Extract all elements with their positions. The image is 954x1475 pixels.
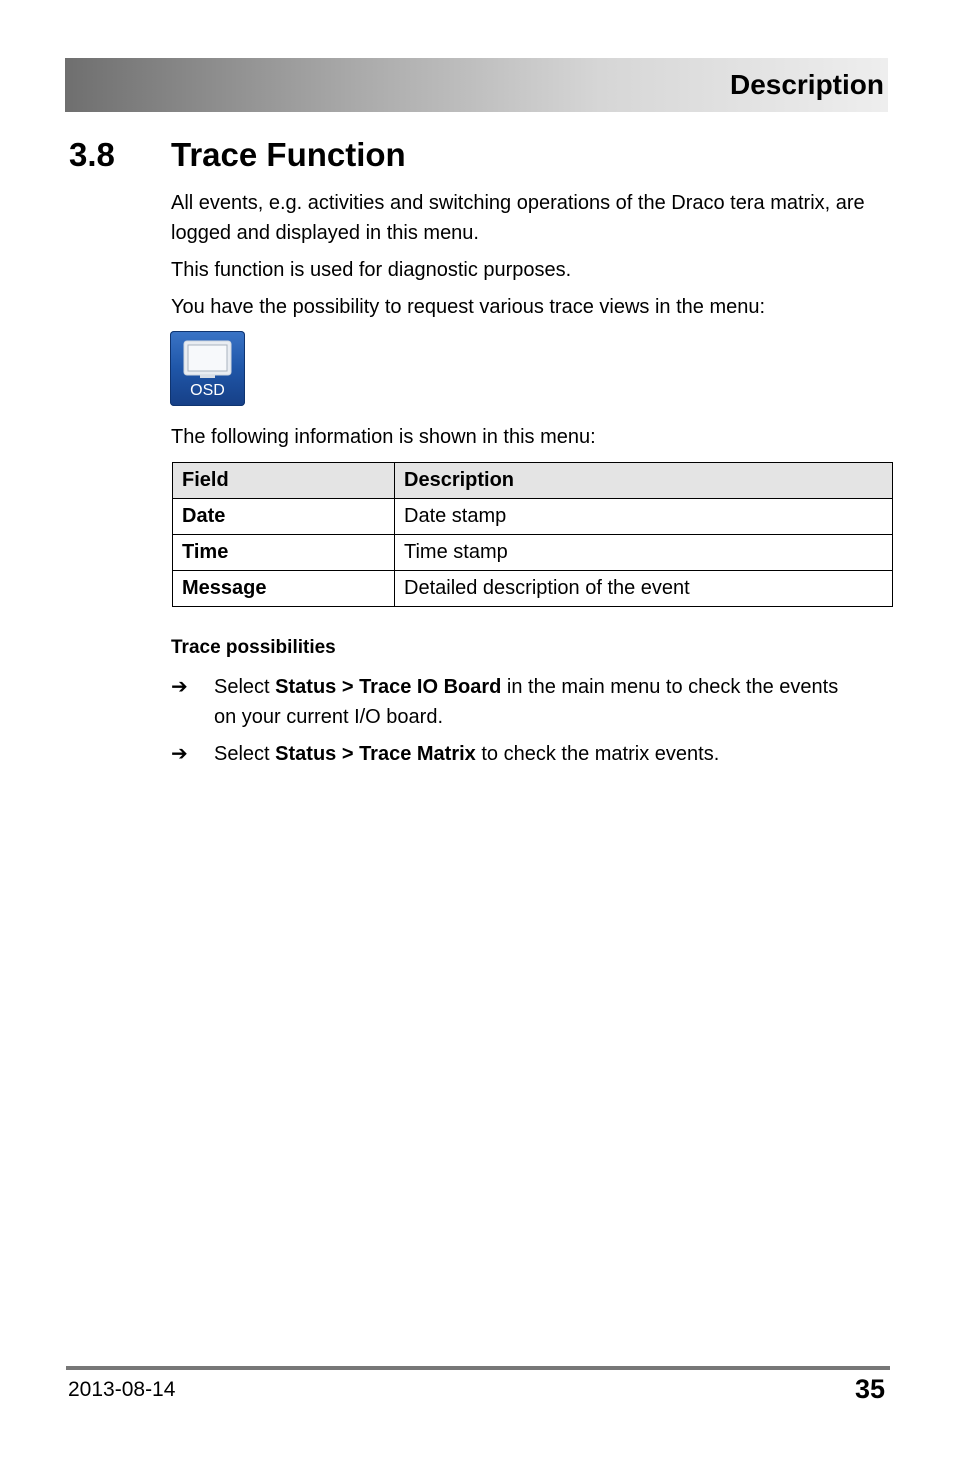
footer-divider — [66, 1366, 890, 1370]
table-row — [173, 571, 893, 607]
osd-icon — [170, 331, 245, 406]
header-band — [65, 58, 888, 112]
table-cell-field: Date — [173, 499, 395, 535]
table-header-row — [173, 463, 893, 499]
table-cell-description: Detailed description of the event — [395, 571, 893, 607]
table-cell-description: Time stamp — [395, 535, 893, 571]
menu-path: Status > Trace Matrix — [275, 743, 476, 765]
header-title: Description — [729, 69, 884, 100]
section-number: 3.8 — [69, 136, 115, 173]
arrow-bullet-icon: ➔ — [171, 743, 188, 765]
table-header-field: Field — [173, 463, 395, 499]
table-row — [173, 535, 893, 571]
table-cell-field: Time — [173, 535, 395, 571]
footer-date: 2013-08-14 — [68, 1378, 176, 1401]
monitor-icon — [183, 340, 232, 380]
table-header-description: Description — [395, 463, 893, 499]
intro-paragraph-2: This function is used for diagnostic purposes. — [171, 259, 572, 281]
table-cell-field: Message — [173, 571, 395, 607]
page-number: 35 — [854, 1374, 885, 1404]
trace-step-text: Select Status > Trace Matrix to check the matrix events. — [214, 743, 720, 765]
table-cell-description: Date stamp — [395, 499, 893, 535]
intro-paragraph-1: All events, e.g. activities and switching operations of the Draco tera matrix, are logged and displayed in this menu. — [171, 192, 865, 244]
info-table — [172, 462, 893, 607]
intro-paragraph-3: You have the possibility to request various trace views in the menu: — [171, 296, 766, 318]
trace-step-text: Select Status > Trace IO Board in the main menu to check the events on your current I/O board. — [214, 676, 839, 728]
arrow-bullet-icon: ➔ — [171, 676, 188, 698]
table-row — [173, 499, 893, 535]
section-title: Trace Function — [171, 136, 406, 173]
trace-possibilities-heading: Trace possibilities — [171, 637, 336, 658]
intro-paragraph-4: The following information is shown in this menu: — [171, 426, 596, 448]
osd-label: OSD — [190, 382, 225, 399]
menu-path: Status > Trace IO Board — [275, 676, 502, 698]
